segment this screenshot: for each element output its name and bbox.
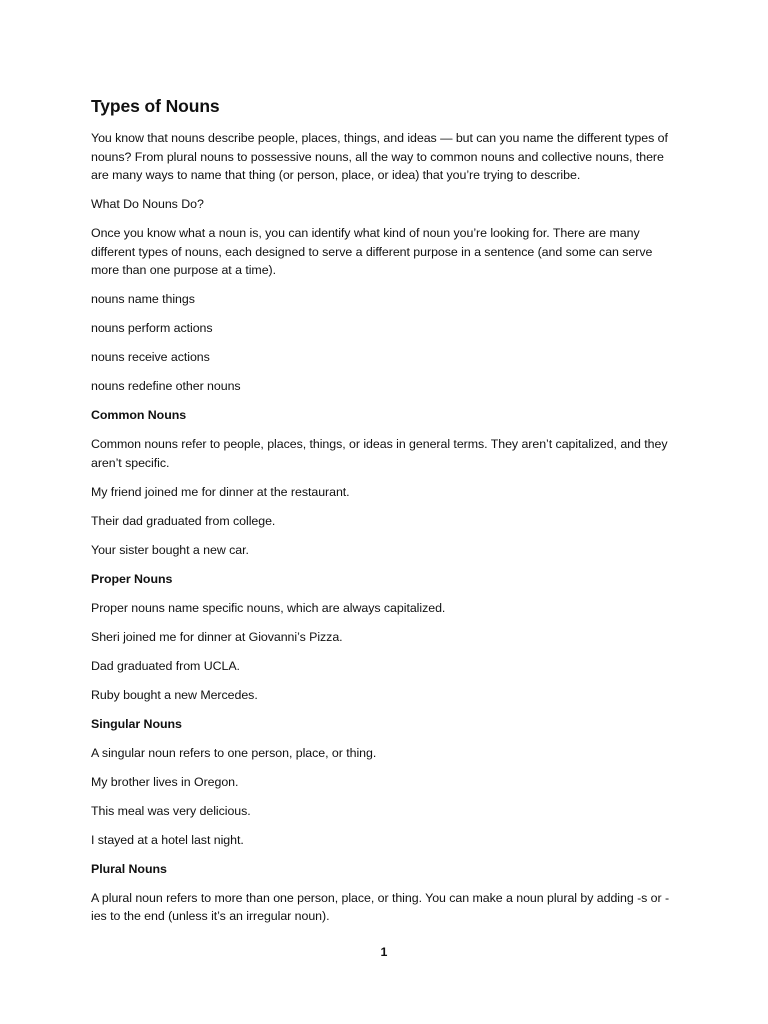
section-heading-common: Common Nouns — [91, 408, 187, 422]
section-heading-plural: Plural Nouns — [91, 861, 167, 876]
intro-paragraph: You know that nouns describe people, places, things, and ideas — but can you name the different types of nouns? From plural nouns to possessive nouns, all the way to common nouns and collective nouns, there are many ways to name that thing (or person, place, or idea) that you’re trying to describe. — [91, 131, 668, 182]
example-sentence: Your sister bought a new car. — [91, 542, 249, 557]
role-item: nouns name things — [91, 292, 195, 306]
example-sentence: Their dad graduated from college. — [91, 513, 276, 528]
example-sentence: Ruby bought a new Mercedes. — [91, 687, 258, 702]
example-sentence: My brother lives in Oregon. — [91, 774, 239, 789]
page-number: 1 — [380, 945, 388, 959]
role-item: nouns receive actions — [91, 350, 210, 364]
what-heading: What Do Nouns Do? — [91, 197, 204, 211]
example-sentence: Dad graduated from UCLA. — [91, 658, 240, 673]
section-heading-proper: Proper Nouns — [91, 571, 173, 586]
common-paragraph: Common nouns refer to people, places, things, or ideas in general terms. They aren’t capitalized, and they aren’t specific. — [91, 437, 668, 470]
plural-paragraph: A plural noun refers to more than one person, place, or thing. You can make a noun plural by adding -s or -ies to the end (unless it’s an irregular noun). — [91, 890, 670, 923]
what-paragraph: Once you know what a noun is, you can identify what kind of noun you’re looking for. There are many different types of nouns, each designed to serve a different purpose in a sentence (and some can serve more than one purpose at a time). — [91, 226, 653, 277]
example-sentence: Sheri joined me for dinner at Giovanni’s Pizza. — [91, 629, 343, 644]
role-item: nouns perform actions — [91, 321, 213, 335]
example-sentence: My friend joined me for dinner at the restaurant. — [91, 484, 350, 499]
example-sentence: I stayed at a hotel last night. — [91, 832, 244, 847]
document-page — [91, 92, 681, 936]
singular-paragraph: A singular noun refers to one person, place, or thing. — [91, 745, 377, 760]
role-item: nouns redefine other nouns — [91, 379, 241, 393]
section-heading-singular: Singular Nouns — [91, 716, 182, 731]
example-sentence: This meal was very delicious. — [91, 803, 251, 818]
page-title: Types of Nouns — [91, 96, 220, 116]
proper-paragraph: Proper nouns name specific nouns, which are always capitalized. — [91, 600, 446, 615]
